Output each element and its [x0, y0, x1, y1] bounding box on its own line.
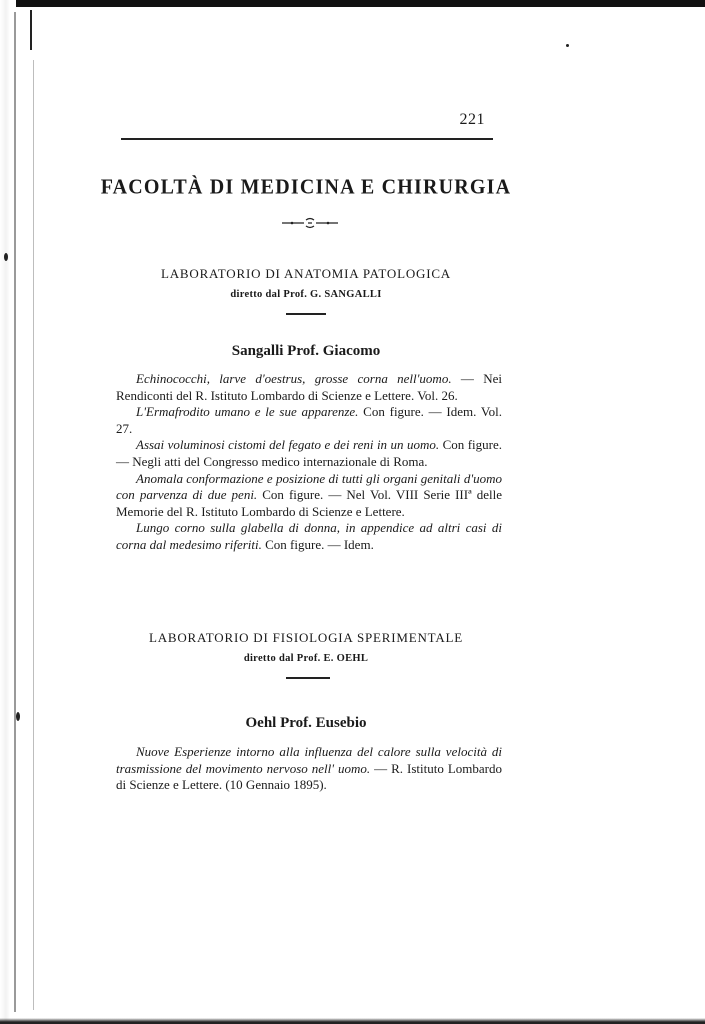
scan-binding-mark — [30, 10, 32, 50]
lab-title-anatomia: LABORATORIO DI ANATOMIA PATOLOGICA — [161, 266, 451, 281]
bibliography-entry — [116, 471, 502, 521]
entry-citation: — Nei Rendiconti del R. Istituto Lombardo di Scienze e Lettere. Vol. 26. — [116, 371, 502, 403]
bibliography-entry — [116, 437, 502, 470]
entry-citation: Con figure. — Negli atti del Congresso medico internazionale di Roma. — [116, 437, 502, 469]
lab-director-oehl: diretto dal Prof. E. OEHL — [243, 653, 369, 664]
scan-speck — [566, 44, 569, 47]
scan-speck — [4, 253, 8, 261]
lab-title-fisiologia: LABORATORIO DI FISIOLOGIA SPERIMENTALE — [148, 630, 464, 645]
bibliography-entry — [116, 404, 502, 437]
scan-top-edge — [0, 0, 705, 7]
section-rule — [286, 313, 326, 315]
lab-director-sangalli: diretto dal Prof. G. SANGALLI — [230, 289, 382, 300]
section-rule — [286, 677, 330, 679]
dash-flourish-ornament-icon — [282, 216, 338, 230]
entry-citation: Con figure. — Idem. — [261, 536, 374, 552]
page-number: 221 — [459, 111, 485, 128]
entry-citation: — R. Istituto Lombardo di Scienze e Lettere. (10 Gennaio 1895). — [116, 760, 502, 793]
entry-title: Anomala conformazione e posizione di tutti gli organi genitali d'uomo con parvenza di due peni. — [116, 470, 502, 503]
entry-title: L'Ermafrodito umano e le sue apparenze. — [136, 404, 359, 420]
author-heading-oehl: Oehl Prof. Eusebio — [245, 715, 367, 731]
entry-title: Nuove Esperienze intorno alla influenza del calore sulla velocità di trasmissione del movimento nervoso nell' uomo. — [116, 744, 502, 776]
bibliography-entry — [116, 371, 502, 404]
entry-citation: Con figure. — Idem. Vol. 27. — [116, 404, 502, 436]
page-title: FACOLTÀ DI MEDICINA E CHIRURGIA — [100, 175, 512, 199]
bibliography-list-sangalli — [116, 371, 502, 554]
header-rule — [121, 138, 493, 140]
entry-title: Lungo corno sulla glabella di donna, in appendice ad altri casi di corna dal medesimo riferiti. — [116, 520, 502, 552]
bibliography-entry — [116, 744, 502, 794]
entry-citation: Con figure. — Nel Vol. VIII Serie IIIª delle Memorie del R. Istituto Lombardo di Scienze e Lettere. — [116, 487, 502, 519]
bibliography-entry — [116, 520, 502, 553]
scan-bottom-edge — [0, 1018, 705, 1024]
bibliography-list-oehl — [116, 744, 502, 794]
author-heading-sangalli: Sangalli Prof. Giacomo — [231, 343, 381, 359]
scan-binding-shadow — [33, 60, 34, 1010]
entry-title: Echinococchi, larve d'oestrus, grosse corna nell'uomo. — [136, 371, 452, 386]
scan-binding-line — [14, 12, 16, 1012]
entry-title: Assai voluminosi cistomi del fegato e dei reni in un uomo. — [136, 437, 440, 453]
